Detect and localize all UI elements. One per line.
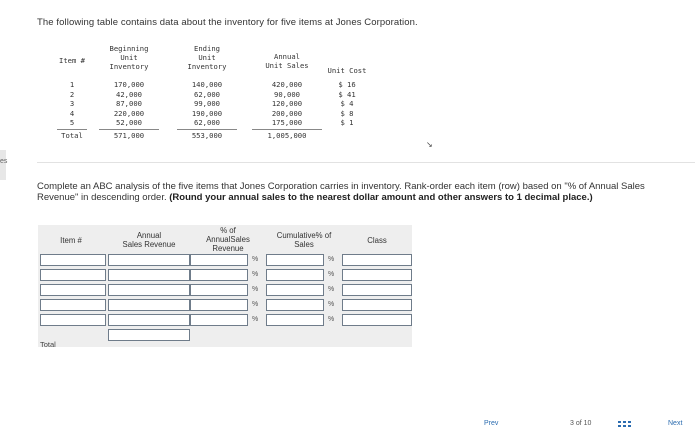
hdr-item: Item # bbox=[59, 56, 85, 65]
col-item bbox=[57, 44, 87, 141]
cell-ending: 62,000 bbox=[194, 118, 220, 128]
hdr-cost: Unit Cost bbox=[327, 66, 367, 75]
instructions-text: Complete an ABC analysis of the five items that Jones Corporation carries in inventory. Rank-order each item (row) based on "% of Annual Sales Revenue" in descending order. bbox=[37, 181, 645, 203]
cell-annual: 90,000 bbox=[274, 89, 300, 99]
pct-input[interactable] bbox=[190, 299, 248, 311]
cumulative-input[interactable] bbox=[266, 254, 324, 266]
prev-button[interactable]: Prev bbox=[484, 420, 499, 427]
revenue-input[interactable] bbox=[108, 299, 190, 311]
class-input[interactable] bbox=[342, 254, 412, 266]
item-input[interactable] bbox=[40, 269, 106, 281]
revenue-input[interactable] bbox=[108, 269, 190, 281]
cell-total: 571,000 bbox=[113, 130, 145, 140]
pct-input[interactable] bbox=[190, 284, 248, 296]
cumulative-input[interactable] bbox=[266, 284, 324, 296]
total-revenue-input[interactable] bbox=[108, 329, 190, 341]
percent-sign: % bbox=[328, 286, 335, 293]
page-indicator: 3 of 10 bbox=[570, 420, 592, 427]
cell-annual: 420,000 bbox=[271, 80, 303, 89]
cell-total: 1,005,000 bbox=[267, 130, 307, 140]
cell-beginning: 220,000 bbox=[113, 108, 145, 118]
col-annual bbox=[252, 44, 322, 141]
cell-beginning: 42,000 bbox=[116, 89, 142, 99]
cell-total: 553,000 bbox=[191, 130, 223, 140]
cell-ending: 140,000 bbox=[191, 80, 223, 89]
percent-sign: % bbox=[252, 286, 259, 293]
percent-sign: % bbox=[252, 316, 259, 323]
col-beginning bbox=[99, 44, 159, 141]
percent-sign: % bbox=[252, 256, 259, 263]
percent-sign: % bbox=[328, 301, 335, 308]
hdr-annual-revenue: Annual Sales Revenue bbox=[122, 231, 176, 249]
pct-input[interactable] bbox=[190, 314, 248, 326]
hdr-item-answer: Item # bbox=[60, 236, 82, 245]
percent-sign: % bbox=[252, 271, 259, 278]
cell-item: 3 bbox=[69, 99, 75, 109]
bottom-navigation bbox=[0, 422, 700, 430]
total-row-label: Total bbox=[40, 340, 56, 349]
cell-item: 4 bbox=[69, 108, 75, 118]
total-rule bbox=[177, 129, 237, 130]
percent-sign: % bbox=[328, 271, 335, 278]
cell-cost: $ 1 bbox=[340, 118, 354, 128]
class-input[interactable] bbox=[342, 284, 412, 296]
left-edge-label: es bbox=[0, 158, 8, 165]
pct-input[interactable] bbox=[190, 254, 248, 266]
cell-beginning: 170,000 bbox=[113, 80, 145, 89]
cell-cost: $ 41 bbox=[338, 89, 356, 99]
class-input[interactable] bbox=[342, 269, 412, 281]
next-button[interactable]: Next bbox=[668, 420, 683, 427]
left-edge-tab bbox=[0, 150, 6, 180]
mouse-cursor-icon: ↘ bbox=[426, 140, 433, 149]
cell-cost: $ 16 bbox=[338, 80, 356, 89]
cell-beginning: 52,000 bbox=[116, 118, 142, 128]
total-rule bbox=[99, 129, 159, 130]
total-rule bbox=[252, 129, 322, 130]
instructions bbox=[37, 181, 677, 203]
hdr-cumulative: Cumulative% of Sales bbox=[276, 231, 332, 249]
section-divider bbox=[37, 162, 695, 163]
class-input[interactable] bbox=[342, 314, 412, 326]
percent-sign: % bbox=[328, 316, 335, 323]
col-cost bbox=[327, 44, 367, 128]
cell-cost: $ 8 bbox=[340, 108, 354, 118]
class-input[interactable] bbox=[342, 299, 412, 311]
cumulative-input[interactable] bbox=[266, 314, 324, 326]
cumulative-input[interactable] bbox=[266, 269, 324, 281]
cumulative-input[interactable] bbox=[266, 299, 324, 311]
instructions-bold: (Round your annual sales to the nearest dollar amount and other answers to 1 decimal place.) bbox=[169, 192, 593, 203]
cell-beginning: 87,000 bbox=[116, 99, 142, 109]
hdr-pct-revenue: % of AnnualSales Revenue bbox=[206, 226, 250, 253]
cell-item: 1 bbox=[69, 80, 75, 89]
item-input[interactable] bbox=[40, 284, 106, 296]
hdr-beginning: Beginning Unit Inventory bbox=[109, 44, 149, 72]
item-input[interactable] bbox=[40, 314, 106, 326]
col-ending bbox=[177, 44, 237, 141]
intro-text: The following table contains data about the inventory for five items at Jones Corporation. bbox=[37, 17, 418, 28]
cell-ending: 190,000 bbox=[191, 108, 223, 118]
cell-item: 2 bbox=[69, 89, 75, 99]
cell-cost: $ 4 bbox=[340, 99, 354, 109]
grid-icon[interactable] bbox=[618, 421, 631, 427]
cell-total: Total bbox=[61, 130, 83, 140]
cell-ending: 99,000 bbox=[194, 99, 220, 109]
hdr-class: Class bbox=[367, 236, 387, 245]
hdr-annual: Annual Unit Sales bbox=[265, 52, 309, 71]
cell-annual: 175,000 bbox=[271, 118, 303, 128]
item-input[interactable] bbox=[40, 254, 106, 266]
item-input[interactable] bbox=[40, 299, 106, 311]
cell-annual: 200,000 bbox=[271, 108, 303, 118]
revenue-input[interactable] bbox=[108, 254, 190, 266]
percent-sign: % bbox=[328, 256, 335, 263]
hdr-ending: Ending Unit Inventory bbox=[187, 44, 227, 72]
total-rule bbox=[57, 129, 87, 130]
cell-annual: 120,000 bbox=[271, 99, 303, 109]
cell-item: 5 bbox=[69, 118, 75, 128]
pct-input[interactable] bbox=[190, 269, 248, 281]
percent-sign: % bbox=[252, 301, 259, 308]
cell-ending: 62,000 bbox=[194, 89, 220, 99]
revenue-input[interactable] bbox=[108, 284, 190, 296]
answer-table bbox=[38, 225, 412, 347]
revenue-input[interactable] bbox=[108, 314, 190, 326]
